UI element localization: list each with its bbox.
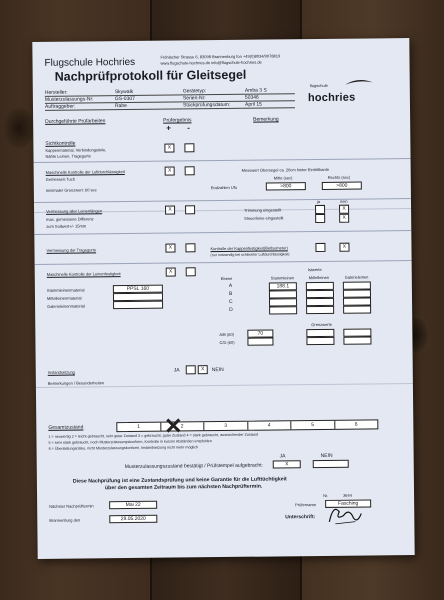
info-value: Rabe	[114, 103, 127, 110]
plus-checkbox[interactable]: X	[165, 167, 175, 176]
company-address: Fröhlacher Strasse 6, 83098 Brannenburg fon +49(0)8034/9078819	[160, 53, 281, 60]
trimmung-ja-checkbox[interactable]	[315, 205, 325, 214]
kappen-plus-checkbox[interactable]	[315, 243, 325, 252]
plus-checkbox[interactable]: X	[164, 144, 174, 153]
instandsetzung-nein-checkbox[interactable]: X	[198, 365, 208, 374]
table-line	[45, 107, 295, 111]
instandsetzung-ja-checkbox[interactable]	[186, 365, 196, 374]
d-galerieleinen-value[interactable]	[343, 305, 371, 313]
kappen-note: (nur notwendig bei schlechter Luftdurchlässigkeit)	[210, 252, 290, 258]
steuerleine-nein-checkbox[interactable]: X	[339, 214, 349, 223]
info-label: Hersteller:	[44, 89, 68, 96]
plus-checkbox[interactable]: X	[165, 244, 175, 253]
info-value: Amba 3 S	[244, 87, 267, 94]
plus-checkbox[interactable]: X	[165, 206, 175, 215]
plus-label: +	[166, 123, 171, 133]
trimmung-nein-checkbox[interactable]: X	[339, 205, 349, 214]
company-contact: www.flugschule-hochries.de info@flugschule-hochries.de	[160, 59, 262, 66]
ja-label: JA	[279, 453, 286, 460]
rating-scale	[116, 419, 378, 432]
level-a: A	[228, 282, 233, 289]
datum-value[interactable]: 28.05.2020	[109, 515, 157, 524]
musterzulassung-ja[interactable]: X	[273, 460, 301, 468]
rating-cell[interactable]: 4	[248, 421, 292, 429]
nr-value: 3644	[343, 492, 352, 498]
section-title: Maschinelle Kontrolle der Luftdurchlässigkeit	[45, 169, 125, 175]
rating-cell-selected[interactable]	[161, 422, 205, 430]
garantie-text: über den gesamten Zeitraum bis zum nächsten Nachprüftermin.	[104, 483, 263, 492]
section-divider	[34, 158, 411, 163]
pruefer-label: Prüfername	[295, 502, 317, 508]
mittelleinen-header: Mittelleinen	[308, 274, 330, 281]
company-name: Flugschule Hochries	[44, 56, 136, 69]
level-b: B	[228, 290, 233, 297]
protocol-document	[32, 38, 414, 559]
logo-main-text: hochries	[307, 91, 356, 105]
a-stammleinen-value[interactable]: 188.1	[269, 282, 297, 290]
ab-value[interactable]: 70	[247, 329, 273, 337]
minus-checkbox[interactable]	[185, 166, 195, 175]
info-value: Skywalk	[114, 88, 134, 96]
section-divider	[35, 260, 412, 265]
column-header: Bemerkung	[253, 116, 279, 123]
naechste-value[interactable]: Mai 22	[109, 501, 157, 510]
nein-label: nein	[339, 198, 348, 204]
ab-label: A/B (60)	[219, 331, 235, 338]
musterzulassung-label: Musterzulassungszustand bestätigt / Prüfstempel aufgebracht:	[124, 462, 263, 471]
rating-cell[interactable]: 1	[117, 423, 161, 431]
level-c: C	[229, 298, 233, 305]
section-title: Sichtkontrolle	[45, 140, 76, 147]
section-text: minimaler Grenzwert: 60 sec	[45, 187, 97, 193]
info-value: April 15	[244, 101, 262, 108]
rating-legend: 1 = neuwertig 2 = leicht gebraucht, sehr guter Zustand 3 = gebraucht, guter Zustand 4 = stark gebraucht, ausreichender Zustand	[48, 432, 258, 439]
rating-legend: 6 = Überlastungsrisiko, nicht Musterzulassungskonform, Instandsetzung nicht mehr möglich	[48, 445, 199, 451]
section-title: Maschinelle Kontrolle der Leinenfestigkeit	[46, 271, 121, 277]
stammleinen-material[interactable]: PPSL 160	[113, 285, 163, 294]
minus-checkbox[interactable]	[185, 205, 195, 214]
rating-legend: 5 = sehr stark gebraucht, noch Musterzulassungskonform, Kontrolle in kurzen Abständen empfohlen	[48, 439, 212, 445]
material-label: Mittelleinenmaterial	[46, 295, 82, 301]
steuerleine-ja-checkbox[interactable]	[315, 214, 325, 223]
ebene-label: Ebene	[220, 275, 233, 282]
info-label: Musterzulassungs-Nr:	[44, 96, 94, 103]
wood-knot	[4, 108, 34, 148]
mitte-label: Mitte (sec)	[273, 175, 293, 181]
mitte-value[interactable]: >800	[266, 182, 306, 190]
steuerleine-label: Steuerleine eingestellt	[244, 215, 284, 221]
kappen-label: Kontrolle der Kappenfestigkeit(Betlsometer)	[210, 245, 288, 252]
trimmung-label: Trimmung eingestellt	[244, 207, 282, 213]
nein-label: NEIN	[211, 367, 224, 374]
info-label: Stückprüfungsdatum:	[182, 101, 231, 109]
garantie-text: Diese Nachprüfung ist eine Zustandsprüfung und keine Garantie für die Lufttüchtigkeit	[72, 476, 287, 485]
d-mittelleinen-value[interactable]	[306, 306, 334, 314]
section-title: Vermessung der Tragegurte	[46, 247, 97, 253]
minus-checkbox[interactable]	[184, 143, 194, 152]
galerieleinen-material[interactable]	[113, 301, 163, 310]
galerieleinen-header: Galerieleinen	[344, 274, 369, 280]
section-divider	[34, 230, 411, 235]
rechts-label: Rechts (sec)	[327, 174, 351, 180]
material-label: Stammleinenmaterial	[46, 287, 85, 293]
rating-cell-label: 2	[180, 423, 184, 430]
gesamtzustand-label: Gesamtzustand	[48, 424, 84, 431]
section-text: Nähte Leinen, Tragegurte	[45, 153, 91, 159]
grenzwerte-label: Grenzwerte	[311, 321, 332, 328]
d-stammleinen-value[interactable]	[269, 306, 297, 314]
column-header: Prüfergebnis	[163, 117, 192, 124]
section-text: Kappenmaterial, Verbindungsteile,	[45, 147, 107, 153]
stammleinen-header: Stammleinen	[270, 275, 295, 281]
rating-cell[interactable]: 6	[354, 421, 358, 428]
cross-mark-icon	[165, 417, 181, 433]
endwerte-label: Endzahlen Ufo	[210, 184, 238, 191]
section-text: max. gemessene Differenz	[46, 216, 94, 222]
column-header: Durchgeführte Prüfarbeiten	[45, 118, 106, 125]
ja-label: ja	[316, 198, 321, 205]
material-label: Galerieleinenmaterial	[47, 303, 85, 309]
kappen-minus-checkbox[interactable]: X	[339, 243, 349, 252]
info-label: Serien-Nr:	[182, 95, 206, 102]
rating-cell[interactable]: 5	[291, 421, 335, 429]
ja-label: JA	[173, 367, 180, 374]
level-d: D	[229, 306, 233, 313]
page-title: Nachprüfprotokoll für Gleitsegel	[54, 67, 247, 84]
bemerkungen-label: Bemerkungen / Besonderheiten	[47, 380, 105, 386]
info-label: Auftraggeber:	[44, 103, 76, 110]
ort-label: Brannenburg den	[49, 517, 81, 523]
info-value: GS-0307	[114, 95, 135, 103]
logo-small-text: flugschule	[309, 82, 328, 89]
section-text: zum Sollwert+/- 15mm	[46, 223, 87, 229]
instandsetzung-label: Instandsetzung	[47, 369, 75, 375]
minus-checkbox[interactable]	[186, 267, 196, 276]
pruefer-value[interactable]: Fasching	[325, 499, 371, 507]
measurement-note: Messwert Obersegel ca. 20cm hinter Eintrittkante	[241, 166, 330, 173]
cd-value[interactable]	[247, 337, 273, 345]
nr-label: Nr.	[323, 492, 329, 498]
minus-checkbox[interactable]	[185, 243, 195, 252]
unterschrift-label: Unterschrift:	[285, 514, 316, 521]
section-divider	[34, 198, 411, 203]
cd-label: C/D (60)	[219, 339, 235, 346]
plus-checkbox[interactable]: X	[166, 267, 176, 276]
rechts-value[interactable]: >800	[322, 182, 362, 190]
minus-label: -	[187, 123, 190, 133]
section-title: Vermessung aller Leinenlängen	[46, 208, 103, 214]
info-value: 50346	[244, 94, 259, 101]
section-text: Gemessen:Tuch	[45, 176, 75, 182]
info-label: Gerätetyp:	[182, 88, 207, 95]
musterzulassung-nein[interactable]	[313, 460, 349, 468]
cd-galerieleinen-limit[interactable]	[343, 336, 371, 344]
naechste-label: Nächster Nachprüftermin	[49, 503, 94, 509]
istwerte-label: Istwerte	[307, 266, 322, 273]
rating-cell[interactable]: 3	[204, 422, 248, 430]
cd-mittelleinen-limit[interactable]	[306, 337, 334, 345]
nein-label: NEIN	[320, 452, 333, 459]
signature	[325, 502, 365, 528]
